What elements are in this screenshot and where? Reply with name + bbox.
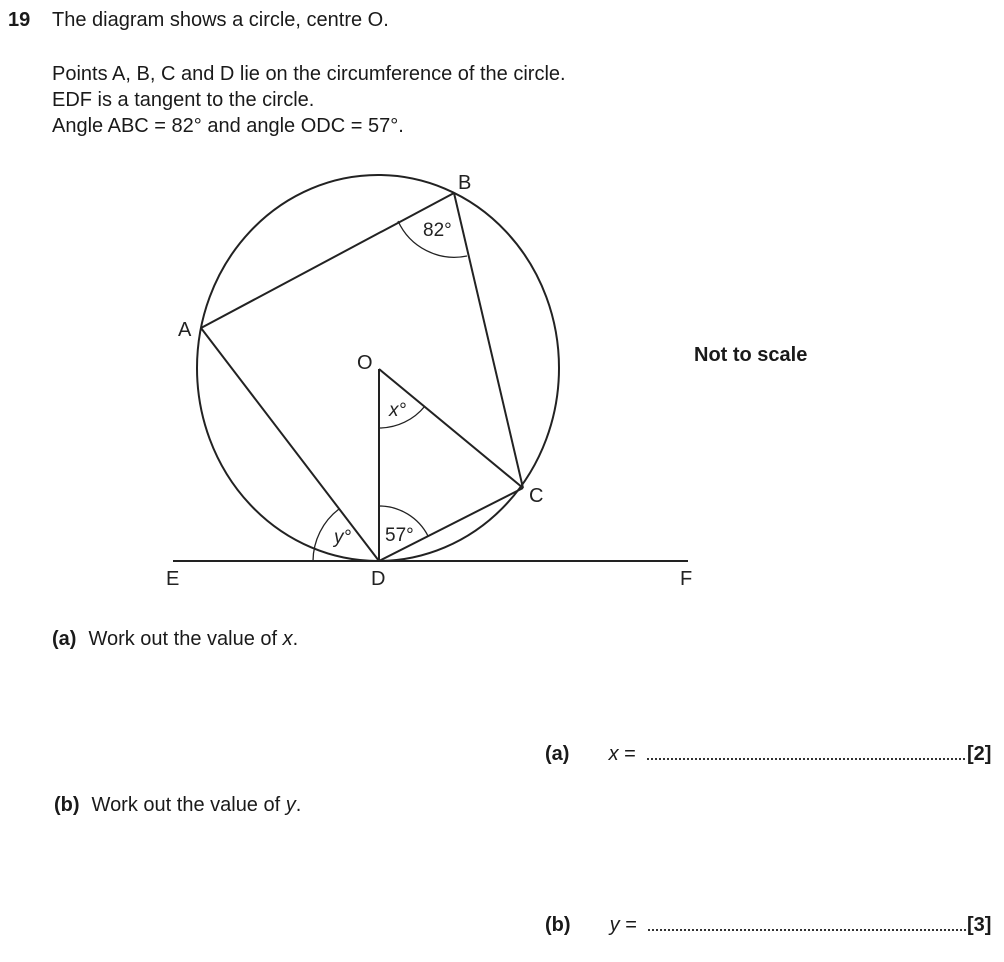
part-a-question: [52, 628, 298, 651]
question-line-1: Points A, B, C and D lie on the circumference of the circle.: [52, 63, 566, 85]
part-b-answer-variable: y: [609, 914, 620, 936]
part-b-answer-equals: =: [625, 914, 637, 936]
point-label-e: E: [166, 568, 180, 590]
part-b-label: (b): [54, 794, 80, 816]
part-a-answer-variable: x: [608, 743, 619, 765]
part-a-answer-row: [545, 743, 965, 766]
part-a-marks: [2]: [967, 743, 992, 765]
part-b-answer-label: (b): [545, 914, 571, 936]
angle-label-x: x°: [389, 400, 407, 421]
question-intro: The diagram shows a circle, centre O.: [52, 9, 389, 31]
part-b-question: [54, 794, 301, 817]
part-b-answer-field[interactable]: [648, 915, 966, 931]
not-to-scale-note: Not to scale: [694, 344, 808, 366]
point-label-a: A: [178, 319, 192, 341]
chord-bc: [454, 193, 523, 488]
part-b-answer-row: [545, 914, 966, 937]
chord-da: [201, 328, 379, 561]
angle-label-odc: 57°: [385, 525, 414, 546]
part-a-label: (a): [52, 628, 77, 650]
angle-label-abc: 82°: [423, 220, 452, 241]
part-a-answer-label: (a): [545, 743, 570, 765]
part-a-answer-field[interactable]: [647, 744, 965, 760]
point-label-c: C: [529, 485, 544, 507]
point-label-f: F: [680, 568, 693, 590]
part-b-period: .: [295, 794, 302, 816]
part-b-marks: [3]: [967, 914, 992, 936]
chord-ab: [201, 193, 454, 328]
question-line-2: EDF is a tangent to the circle.: [52, 89, 315, 111]
part-a-text: Work out the value of: [88, 628, 283, 650]
part-a-variable: x: [282, 628, 293, 650]
part-a-period: .: [292, 628, 299, 650]
radius-oc: [379, 369, 523, 488]
point-label-o: O: [357, 352, 373, 374]
question-number: 19: [8, 9, 31, 31]
point-label-d: D: [371, 568, 386, 590]
point-label-b: B: [458, 172, 472, 194]
part-a-answer-equals: =: [624, 743, 636, 765]
part-b-text: Work out the value of: [91, 794, 286, 816]
question-line-3: Angle ABC = 82° and angle ODC = 57°.: [52, 115, 404, 137]
part-b-variable: y: [285, 794, 296, 816]
angle-label-y: y°: [334, 527, 352, 548]
